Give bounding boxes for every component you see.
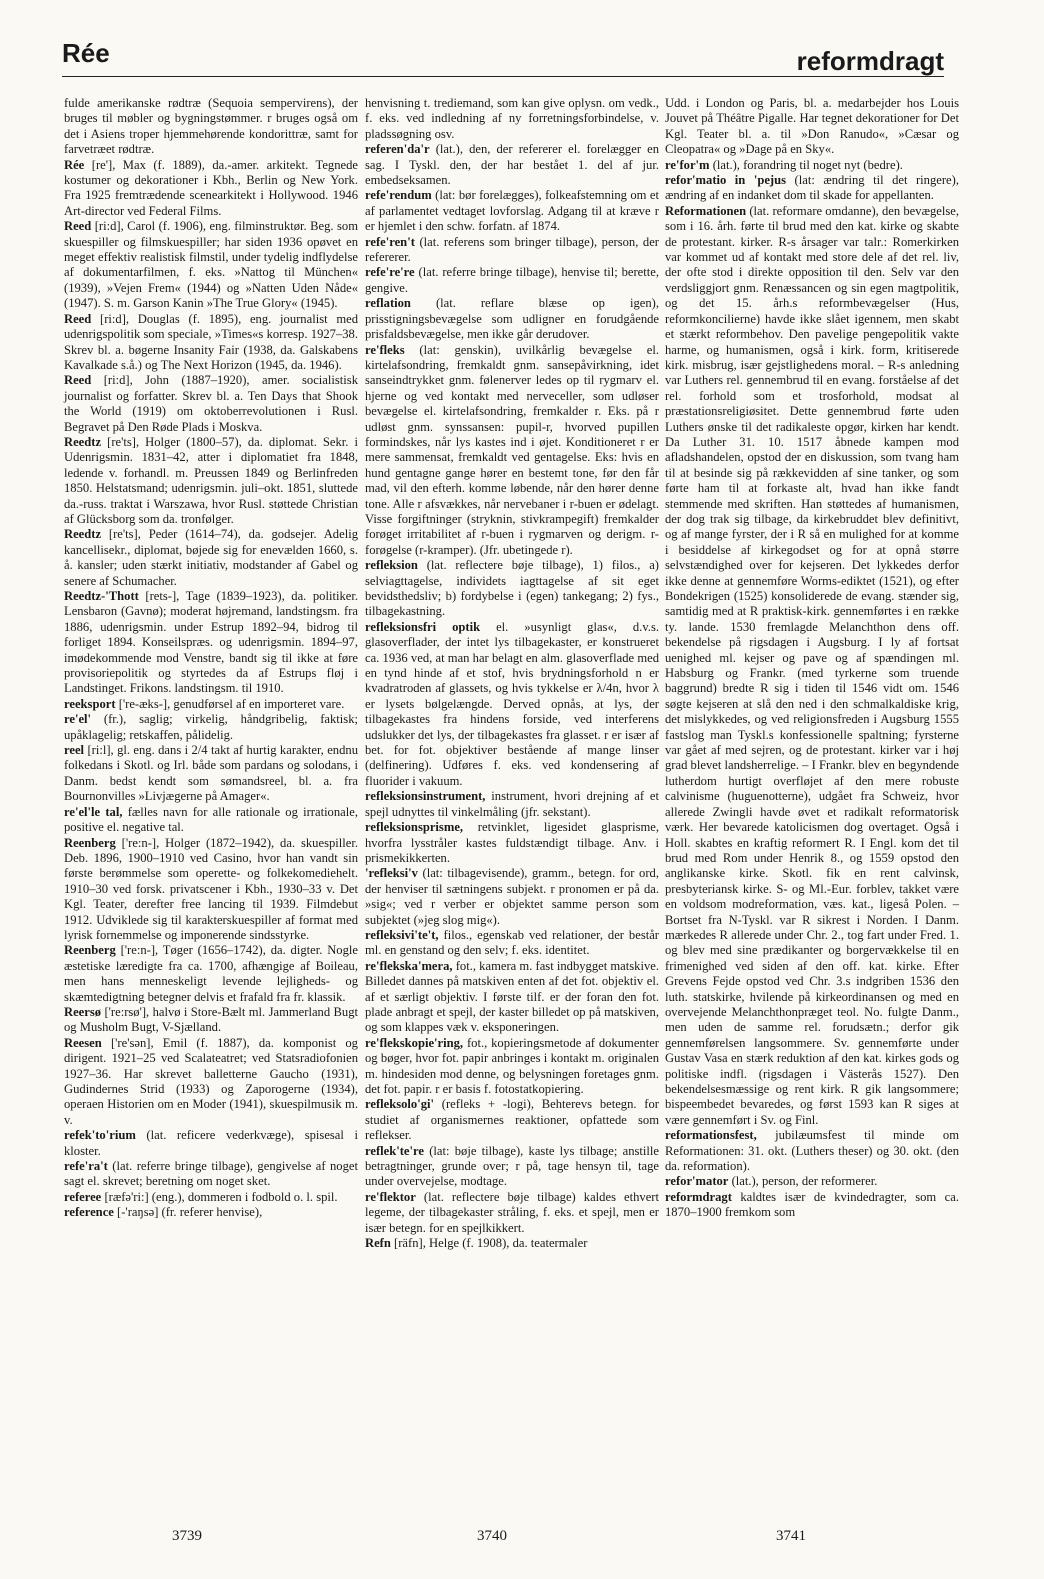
entry-text: [re'ts], Holger (1800–57), da. diplomat. Sekr. i Udenrigsmin. 1831–42, atter i diplomatiet fra 1848, ledende v. forhandl. m. Preussen 1849 og Berlinfreden 1850. Helstatsmand; udenrigsmin. juli–okt. 1851, sluttede da.-russ. traktat i Warszawa, hvor Rusl. støttede Christian af Glücksborg som da. tronfølger.: [64, 434, 358, 526]
entry-text: fulde amerikanske rødtræ (Sequoia sempervirens), der bruges til møbler og bygningstømmer. r bruges også om det i Asiens troper hjemmehørende kondorittræ, samt for farvetræet rødtræ.: [64, 96, 358, 157]
dictionary-entry: [64, 1190, 358, 1205]
dictionary-entry: [365, 928, 659, 959]
dictionary-entry: [365, 343, 659, 559]
dictionary-entry: [365, 1236, 659, 1251]
entry-text: [ri:l], gl. eng. dans i 2/4 takt af hurtig karakter, endnu folkedans i Skotl. og Irl. både som pardans og solodans, i Danm. bedst kendt som sømandsreel, bl. a. fra Bournonvilles »Livjægerne på Amager«.: [64, 743, 358, 804]
entry-text: (lat.), forandring til noget nyt (bedre).: [712, 157, 903, 172]
entry-text: Udd. i London og Paris, bl. a. medarbejder hos Louis Jouvet på Théâtre Pigalle. Har tegnet dekorationer for Det Kgl. Teater bl. a. til »Don Ranudo«, »Cæsar og Cleopatra« og »Dage på en Sky«.: [665, 96, 959, 157]
entry-headword: refleksion: [365, 558, 418, 573]
entry-headword: refe'ra't: [64, 1159, 108, 1174]
dictionary-entry: [64, 743, 358, 805]
dictionary-entry: [365, 820, 659, 866]
entry-headword: reflation: [365, 296, 411, 311]
dictionary-entry: [365, 96, 659, 142]
dictionary-entry: [64, 1128, 358, 1159]
entry-headword: refe'rendum: [365, 188, 432, 203]
entry-text: [rets-], Tage (1839–1923), da. politiker. Lensbaron (Gavnø); moderat højremand, landstingsm. fra 1886, udenrigsmin. under Estrup 1892–94, bidrog til forliget 1894. Konseilspræs. og udenrigsmin. 1894–97, imødekommende mod Venstre, bandt sig til ikke at føre provisoriepolitik og styrtedes da af Estrups fløj i Landstinget. Frikons. landstingsm. til 1910.: [64, 589, 358, 696]
column-2: [365, 96, 659, 1251]
entry-text: ['re:n-], Tøger (1656–1742), da. digter. Nogle æstetiske læredigte fra ca. 1700, afhængige af Boileau, men hans menneskeligt levende lejligheds- og skæmtedigtning betegner delvis et frafald fra fr. klassik.: [64, 943, 358, 1004]
entry-headword: referee: [64, 1189, 102, 1204]
entry-text: [-'raŋsə] (fr. referer henvise),: [117, 1205, 263, 1220]
dictionary-entry: [365, 188, 659, 234]
column-1: [64, 96, 358, 1221]
entry-headword: reeksport: [64, 696, 116, 711]
entry-text: (lat. reficere vederkvæge), spisesal i kloster.: [64, 1128, 358, 1158]
entry-text: (lat: bøje tilbage), kaste lys tilbage; anstille betragtninger, grunde over; r på, tage hensyn til, tage under overvejelse, modtage.: [365, 1143, 659, 1189]
entry-text: kaldtes især de kvindedragter, som ca. 1870–1900 fremkom som: [665, 1189, 959, 1220]
dictionary-entry: [665, 1190, 959, 1221]
entry-text: filos., egenskab ved relationer, der består ml. en genstand og den selv; f. eks. identitet.: [365, 927, 659, 958]
entry-text: [ri:d], Douglas (f. 1895), eng. journalist med udenrigspolitik som speciale, »Times«s korresp. 1927–38. Skrev bl. a. bøgerne Insanity Fair (1938, da. Galskabens Kavalkade s.å.) og The Next Horizon (1945, da. 1946).: [64, 311, 358, 372]
entry-headword: refor'mator: [665, 1174, 729, 1189]
entry-text: ['re:rsø'], halvø i Store-Bælt ml. Jammerland Bugt og Musholm Bugt, V-Sjælland.: [64, 1004, 358, 1035]
entry-headword: refe're're: [365, 265, 415, 280]
entry-text: fot., kopieringsmetode af dokumenter og bøger, hvor fot. papir anbringes i kontakt m. originalen m. hindesiden mod denne, og belysningen foretages gnm. det fot. papir. r er basis f. fotostatkopiering.: [365, 1035, 660, 1096]
entry-text: [re'ts], Peder (1614–74), da. godsejer. Adelig kancellisekr., diplomat, bøjede sig for enevælden 1660, s. å. kansler; uden stærkt initiativ, modstander af Gabel og senere af Schumacher.: [64, 527, 358, 588]
entry-headword: Reenberg: [64, 943, 116, 958]
entry-text: (fr.), saglig; virkelig, håndgribelig, faktisk; upåklagelig; retskaffen, pålidelig.: [64, 712, 358, 742]
dictionary-entry: [665, 96, 959, 158]
entry-headword: re'el': [64, 712, 92, 727]
dictionary-entry: [365, 265, 659, 296]
entry-text: [räfn], Helge (f. 1908), da. teatermaler: [394, 1236, 588, 1251]
entry-text: fælles navn for alle rationale og irrationale, positive el. negative tal.: [64, 804, 358, 835]
entry-text: (lat: tilbagevisende), gramm., betegn. for ord, der henviser til sætningens subjekt. r pronomen er på da. »sig«; ved r verber er objektet samme person som subjektet (»jeg slog mig«).: [365, 866, 659, 927]
entry-headword: re'el'le tal,: [64, 804, 123, 819]
entry-headword: Reed: [64, 311, 92, 326]
entry-headword: re'for'm: [665, 157, 710, 172]
entry-headword: refleksivi'te't,: [365, 927, 439, 942]
entry-headword: Refn: [365, 1236, 391, 1251]
entry-headword: refleksionsfri optik: [365, 619, 481, 634]
entry-headword: refe'ren't: [365, 234, 415, 249]
dictionary-entry: [665, 173, 959, 204]
entry-headword: Reenberg: [64, 835, 116, 850]
entry-headword: reformdragt: [665, 1189, 732, 1204]
dictionary-entry: [665, 204, 959, 1128]
dictionary-entry: [365, 296, 659, 342]
dictionary-entry: [64, 1005, 358, 1036]
entry-text: henvisning t. trediemand, som kan give oplysn. om vedk., f. eks. ved indledning af ny forretningsforbindelse, v. pladssøgning osv.: [365, 96, 659, 141]
entry-headword: refleksolo'gi': [365, 1097, 435, 1112]
dictionary-entry: [365, 142, 659, 188]
dictionary-entry: [64, 589, 358, 697]
dictionary-entry: [64, 96, 358, 158]
entry-text: (lat.), den, der refererer el. forelægger en sag. I Tyskl. den, der har bestået 1. del af jur. embedseksamen.: [365, 142, 659, 188]
entry-headword: re'flekska'mera,: [365, 958, 453, 973]
dictionary-entry: [365, 558, 659, 620]
running-header: [62, 38, 944, 80]
entry-headword: reel: [64, 743, 85, 758]
entry-text: [ri:d], John (1887–1920), amer. socialistisk journalist og forfatter. Skrev bl. a. Ten Days that Shook the World (1919) om oktoberrevolutionen i Rusl. Begravet på Den Røde Plads i Moskva.: [64, 373, 358, 434]
entry-headword: refleksionsinstrument,: [365, 789, 486, 804]
entry-text: (lat. referens som bringer tilbage), person, der refererer.: [365, 234, 659, 265]
dictionary-entry: [64, 158, 358, 220]
dictionary-entry: [64, 697, 358, 712]
entry-headword: Reformationen: [665, 203, 747, 218]
dictionary-entry: [64, 943, 358, 1005]
entry-headword: reflek'te're: [365, 1143, 424, 1158]
dictionary-entry: [64, 1205, 358, 1220]
entry-headword: Reersø: [64, 1004, 102, 1019]
entry-text: (lat. referre bringe tilbage), henvise til; berette, gengive.: [365, 265, 659, 295]
dictionary-entry: [365, 1190, 659, 1236]
page-number-1: 3739: [172, 1528, 202, 1544]
dictionary-entry: [64, 219, 358, 311]
header-rule: [62, 76, 944, 77]
entry-text: (lat: ændring til det ringere), ændring af en indanket dom til skade for appellanten.: [665, 173, 959, 203]
entry-headword: refleksionsprisme,: [365, 820, 464, 835]
dictionary-entry: [365, 1097, 659, 1143]
entry-headword: Reed: [64, 219, 92, 234]
entry-text: el. »usynligt glas«, d.v.s. glasoverflader, der intet lys tilbagekaster, er konstrueret ca. 1936 ved, at man har belagt en alm. glasoverflade med en tynd hinde af et stof, hvis brydningsforhold n er kvadratroden af glassets, og hvis tykkelse er λ/4n, hvor λ er lysets bølgelængde. Derved opnås, at lys, der tilbagekastes fra hindens forside, ved interferens udslukker det lys, der tilbagekastes fra glasset. r er især af bet. for fot. objektiver bestående af mange linser (delfinering). Udføres f. eks. ved kondensering af fluorider i vakuum.: [365, 619, 659, 788]
dictionary-entry: [365, 1036, 659, 1098]
dictionary-entry: [365, 1144, 659, 1190]
entry-text: [ræfə'ri:] (eng.), dommeren i fodbold o. l. spil.: [104, 1189, 338, 1204]
dictionary-entry: [665, 1174, 959, 1189]
dictionary-entry: [64, 1159, 358, 1190]
entry-text: ['re:n-], Holger (1872–1942), da. skuespiller. Deb. 1896, 1900–1910 ved Casino, hvor han vandt sin første berømmelse som operette- og folkekomediehelt. 1910–30 ved forsk. privatscener i Kbh., 1930–33 v. Det Kgl. Teater, derefter free lancing til 1939. Filmdebut 1912. Udviklede sig til karakterskuespiller af format med lyrisk fornemmelse og imponerende sindsstyrke.: [64, 835, 358, 942]
entry-text: (lat. referre bringe tilbage), gengivelse af noget sagt el. skrevet; beretning om noget sket.: [64, 1159, 358, 1189]
dictionary-entry: [64, 805, 358, 836]
entry-headword: reformationsfest,: [665, 1128, 757, 1143]
column-3: [665, 96, 959, 1221]
entry-text: (lat: bør forelægges), folkeafstemning om et af parlamentet vedtaget lovforslag. Adgang til at kræve r er hjemlet i den schw. forfatn. af 1874.: [365, 188, 659, 234]
dictionary-entry: [365, 235, 659, 266]
entry-headword: re'flekskopie'ring,: [365, 1035, 464, 1050]
entry-text: (lat. reformare omdanne), den bevægelse, som i 16. årh. førte til brud med den kat. kirke og skabte de protestant. kirker. R-s årsager var talr.: Romerkirken var kommet ud af kontakt med store dele af det rel. liv, der ofte stod i direkte opposition til den. Selv var den verdsliggjort gnm. Renæssancen og sin egen magtpolitik, og det 15. årh.s reformbevægelser (Hus, reformkoncilierne) havde ikke slået igennem, men skabt et stærkt reformbehov. Den pavelige pengepolitik vakte harme, og humanismen, også i kirk. form, kritiserede kirk. misbrug, især gejstlighedens moral. – R-s anledning var Luthers rel. gennembrud til en evang. forståelse af det rel. forhold som et trosforhold, modsat al præstationsreligiøsitet. Dette gennembrud førte uden Luthers ønske til det radikaleste opgør, kirken har kendt. Da Luther 31. 10. 1517 åbnede kampen mod afladshandelen, opstod der en diskussion, som tvang ham til at besinde sig på rækkevidden af sine tanker, og som førte ham til at forkaste alt, hvad han ikke fandt stemmende med skriften. Han støttedes af humanismen, der dog trak sig tilbage, da kirkebruddet blev definitivt, og af mange fyrster, der i R så en mulighed for at komme i besiddelse af kirkegodset og for at opnå større selvstændighed over for kejseren. Det lykkedes derfor ikke denne at gennemføre Worms-ediktet (1521), og efter Bondekrigen (1525) konsoliderede de evang. stænder sig, samtidig med at R praktisk-kirk. gennemførtes i en række ty. lande. 1530 fremlagde Melanchthon dens off. bekendelse på rigsdagen i Augsburg. I ly af fortsat uenighed ml. kejser og pave og af spændingen ml. Habsburg og Frankr. (med tyrkerne som truende baggrund) bredte R sig i tiden til 1546 vidt om. 1546 søgte kejseren at slå den ned i den schmalkaldiske krig, det mislykkedes, og ved religionsfreden i Augsburg 1555 fastslog man Tyskl.s konfessionelle spaltning; fyrsterne var gået af med sejren, og de protestant. kirker var i høj grad blevet landsherrelige. – I Frankr. blev en begyndende lutherdom hurtigt overfløjet af den mere robuste calvinisme (huguenotterne), udgået fra Schweiz, hvor allerede Zwingli havde øvet et radikalt reformatorisk værk. Her bevarede katolicismen dog overtaget. Også i Holl. skabtes en kraftig reformert R. I Engl. kom det til brud med Rom under Henrik 8., og 1559 opstod den anglikanske kirke. Skotl. fik en rent calvinsk, presbyteriansk kirke. S- og Ml.-Eur. forblev, takket være en voldsom modreformation, væs. kat., ligeså Polen. – Bortset fra N-Tyskl. var R sikrest i Norden. I Danm. mærkedes R allerede under Chr. 2., tog fart under Fred. 1. og blev med sine prædikanter og borgervækkelse til en frimenighed ved siden af den off. kat. kirke. Efter Grevens Fejde opstod ved Chr. 3.s indgriben 1536 den luth. statskirke, hvilende på kirkeordinansen og med en overvejende Melanchthonpræget teol. No. fulgte Danm., men uden de samme rel. forudsætn.; derfor gik gennemførelsen langsommere. Sv. gennemførte under Gustav Vasa en stærk reduktion af den kat. kirkes gods og politiske indfl. (rigsdagen i Västerås 1527). Den bekendelsesmæssige og rent kirk. R gik langsommere; bispeembedet bevaredes, og først 1593 kan R siges at være gennemført i Sv. og Finl.: [665, 203, 959, 1127]
entry-headword: 'refleksi'v: [365, 866, 418, 881]
entry-headword: Reesen: [64, 1035, 102, 1050]
entry-headword: re'fleks: [365, 342, 405, 357]
entry-headword: Reedtz: [64, 434, 102, 449]
page-number-3: 3741: [776, 1528, 806, 1544]
entry-text: ['re-æks-], genudførsel af en importeret vare.: [118, 696, 345, 711]
header-last-entry: reformdragt: [796, 46, 944, 76]
dictionary-entry: [64, 312, 358, 374]
entry-headword: Reedtz: [64, 527, 102, 542]
entry-headword: Reedtz-'Thott: [64, 589, 139, 603]
dictionary-entry: [365, 789, 659, 820]
dictionary-entry: [665, 158, 959, 173]
page-number-2: 3740: [477, 1528, 507, 1544]
entry-text: instrument, hvori drejning af et spejl udnyttes til vinkelmåling (jfr. sekstant).: [365, 789, 659, 819]
entry-headword: Reed: [64, 373, 92, 388]
dictionary-entry: [365, 620, 659, 789]
dictionary-entry: [365, 866, 659, 928]
entry-text: jubilæumsfest til minde om Reformationen: 31. okt. (Luthers theser) og 30. okt. (den da. reformation).: [665, 1128, 959, 1174]
entry-headword: reference: [64, 1205, 114, 1220]
entry-text: (lat. reflectere bøje tilbage), 1) filos., a) selviagttagelse, individets iagttagelse af sit eget bevidsthedsliv; b) fordybelse i (egen) tankegang; 2) fys., tilbagekastning.: [365, 558, 659, 619]
entry-text: (lat. reflare blæse op igen), prisstigningsbevægelse som udligner en forudgående prisfaldsbevægelse, men ikke går derudover.: [365, 296, 659, 342]
dictionary-entry: [64, 527, 358, 589]
dictionary-entry: [365, 959, 659, 1036]
entry-text: [ri:d], Carol (f. 1906), eng. filminstruktør. Beg. som skuespiller og filmskuespiller; har siden 1936 opøvet en meget effektiv realistisk filmstil, under tydelig indflydelse af dokumentarfilmen, f. eks. »Nattog til München« (1939), »Vejen Frem« (1944) og »Natten Uden Nåde« (1947). S. m. Garson Kanin »The True Glory« (1945).: [64, 219, 358, 311]
entry-headword: refek'to'rium: [64, 1128, 136, 1143]
entry-text: (lat. reflectere bøje tilbage) kaldes ethvert legeme, der tilbagekaster stråling, f. eks. et spejl, men er især betegn. for en spejlkikkert.: [365, 1189, 659, 1235]
entry-text: [re'], Max (f. 1889), da.-amer. arkitekt. Tegnede kostumer og dekorationer i Kbh., Berlin og New York. Fra 1925 fremtrædende scenearkitekt i Hollywood. 1946 Art-director ved Federal Films.: [64, 157, 358, 218]
dictionary-entry: [665, 1128, 959, 1174]
entry-text: retvinklet, ligesidet glasprisme, hvorfra lysstråler kastes fuldstændigt tilbage. Anv. i prismekikkerten.: [365, 820, 659, 865]
dictionary-entry: [64, 373, 358, 435]
entry-headword: referen'da'r: [365, 142, 430, 157]
entry-headword: refor'matio in 'pejus: [665, 173, 787, 188]
entry-text: (lat: genskin), uvilkårlig bevægelse el. kirtelafsondring, fremkaldt gnm. sansepåvirkning, idet sanseindtrykket gnm. følenerver ledes op til rygmarv el. hjerne og ved kontakt med nerveceller, som udløser bevægelse el. kirtelafsondring, fremkalder r. Eks. på r udløst gnm. synssansen: pupil-r, hvorved pupillen formindskes, når lys kastes ind i øjet. Konditioneret r er mere sammensat, fremkaldt ved gentagelse. Eks: hvis en hund gentagne gange hører en bestemt tone, før den får mad, vil den efterh. komme løbende, når den hører denne tone. Alle r afsvækkes, når nervebaner i r-buen er ødelagt. Visse forgiftninger (stryknin, stivkrampegift) fremkalder forøget irritabilitet af r-buen i rygmarven og derigm. r-forøgelse (r-kramper). (Jfr. ubetingede r).: [365, 342, 659, 557]
entry-text: (lat.), person, der reformerer.: [731, 1174, 878, 1189]
entry-text: (refleks + -logi), Behterevs betegn. for studiet af organismernes reaktioner, opfattede som reflekser.: [365, 1097, 659, 1143]
header-first-entry: Rée: [62, 38, 110, 68]
entry-headword: Rée: [64, 157, 85, 172]
dictionary-entry: [64, 836, 358, 944]
dictionary-entry: [64, 1036, 358, 1128]
dictionary-entry: [64, 435, 358, 527]
dictionary-entry: [64, 712, 358, 743]
entry-text: ['re'sən], Emil (f. 1887), da. komponist og dirigent. 1921–25 ved Scalateatret; ved Statsradiofonien 1927–36. Har skrevet balletterne Gaucho (1931), Gudindernes Strid (1933) og Zaporogerne (1934), operaen Historien om en Moder (1941), skuespilmusik m. v.: [64, 1035, 358, 1127]
entry-headword: re'flektor: [365, 1189, 416, 1204]
entry-text: fot., kamera m. fast indbygget matskive. Billedet dannes på matskiven enten af det fot. objektiv el. af et særligt objektiv. I første tilf. er der foran den fot. plade anbragt et spejl, der kaster billedet op på matskiven, og som klappes væk v. eksponeringen.: [365, 958, 659, 1035]
